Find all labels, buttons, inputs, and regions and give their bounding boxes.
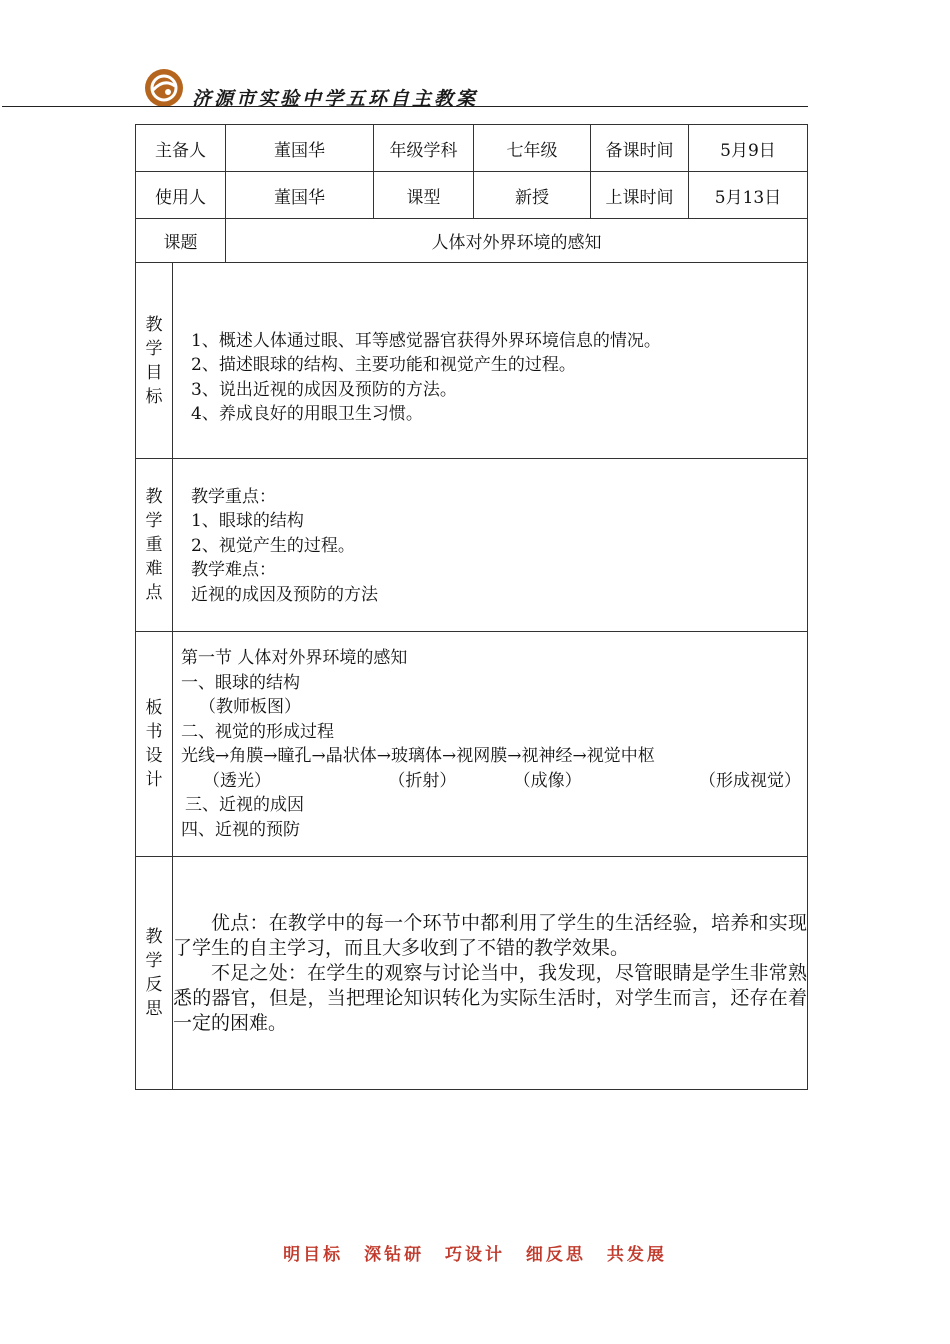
preparer-value: 董国华 xyxy=(226,125,374,172)
school-name: 济源市实验中学五环自主教案 xyxy=(192,88,479,110)
header-divider xyxy=(2,106,808,107)
process-note: （成像） xyxy=(513,770,582,791)
motto-item: 深钻研 xyxy=(364,1245,425,1265)
board-design-row xyxy=(136,632,808,857)
board-design-label: 板 书 设 计 xyxy=(136,632,173,857)
difficulty-item: 近视的成因及预防的方法 xyxy=(191,584,378,605)
focus-item: 1、眼球的结构 xyxy=(191,511,304,532)
user-value: 董国华 xyxy=(226,172,374,219)
objectives-row xyxy=(136,263,808,459)
class-time-label: 上课时间 xyxy=(591,172,689,219)
reflection-row xyxy=(136,857,808,1090)
board-line: 一、眼球的结构 xyxy=(181,672,300,693)
board-design-content xyxy=(173,632,808,857)
key-points-label: 教 学 重 难 点 xyxy=(136,459,173,632)
board-line: 四、近视的预防 xyxy=(181,819,300,840)
objective-item: 4、养成良好的用眼卫生习惯。 xyxy=(191,404,423,424)
grade-subject-label: 年级学科 xyxy=(374,125,474,172)
reflection-content xyxy=(173,857,808,1090)
topic-row xyxy=(136,219,808,263)
difficulty-title: 教学难点： xyxy=(191,560,276,581)
board-line: 二、视觉的形成过程 xyxy=(181,721,334,742)
school-logo-icon xyxy=(144,68,184,108)
objective-item: 2、描述眼球的结构、主要功能和视觉产生的过程。 xyxy=(191,355,576,375)
focus-title: 教学重点： xyxy=(191,486,276,507)
board-line: 三、近视的成因 xyxy=(185,795,304,815)
vision-process-line: 光线→角膜→瞳孔→晶状体→玻璃体→视网膜→视神经→视觉中枢 xyxy=(181,746,655,766)
motto-item: 细反思 xyxy=(525,1245,586,1265)
lesson-type-value: 新授 xyxy=(474,172,591,219)
info-row-1 xyxy=(136,125,808,172)
vision-process-notes xyxy=(181,769,807,794)
class-time-value: 5月13日 xyxy=(689,172,808,219)
lesson-plan-table xyxy=(135,124,808,1090)
lesson-type-label: 课型 xyxy=(374,172,474,219)
process-note: （形成视觉） xyxy=(698,770,801,791)
board-line: 第一节 人体对外界环境的感知 xyxy=(181,648,408,668)
motto-item: 巧设计 xyxy=(445,1245,505,1265)
topic-label: 课题 xyxy=(136,219,226,263)
preparer-label: 主备人 xyxy=(136,125,226,172)
objective-item: 1、概述人体通过眼、耳等感觉器官获得外界环境信息的情况。 xyxy=(191,330,661,351)
reflection-paragraph: 不足之处：在学生的观察与讨论当中，我发现，尽管眼睛是学生非常熟悉的器官，但是，当把理论知识转化为实际生活时，对学生而言，还存在着一定的困难。 xyxy=(173,961,807,1034)
info-row-2 xyxy=(136,172,808,219)
motto-item: 共发展 xyxy=(606,1245,667,1265)
prep-time-value: 5月9日 xyxy=(689,125,808,172)
objectives-label: 教 学 目 标 xyxy=(136,263,173,459)
prep-time-label: 备课时间 xyxy=(591,125,689,172)
motto-item: 明目标 xyxy=(283,1245,344,1265)
page-footer-motto xyxy=(0,1240,950,1265)
page-header xyxy=(140,66,808,110)
key-points-row xyxy=(136,459,808,632)
focus-item: 2、视觉产生的过程。 xyxy=(191,535,355,556)
objective-item: 3、说出近视的成因及预防的方法。 xyxy=(191,379,457,400)
reflection-label: 教 学 反 思 xyxy=(136,857,173,1090)
objectives-content xyxy=(173,263,808,459)
board-line: （教师板图） xyxy=(199,697,301,717)
reflection-paragraph: 优点：在教学中的每一个环节中都利用了学生的生活经验，培养和实现了学生的自主学习，而且大多收到了不错的教学效果。 xyxy=(173,911,807,959)
grade-subject-value: 七年级 xyxy=(474,125,591,172)
topic-value: 人体对外界环境的感知 xyxy=(226,219,808,263)
process-note: （透光） xyxy=(203,770,271,791)
user-label: 使用人 xyxy=(136,172,226,219)
key-points-content xyxy=(173,459,808,632)
process-note: （折射） xyxy=(388,770,457,791)
